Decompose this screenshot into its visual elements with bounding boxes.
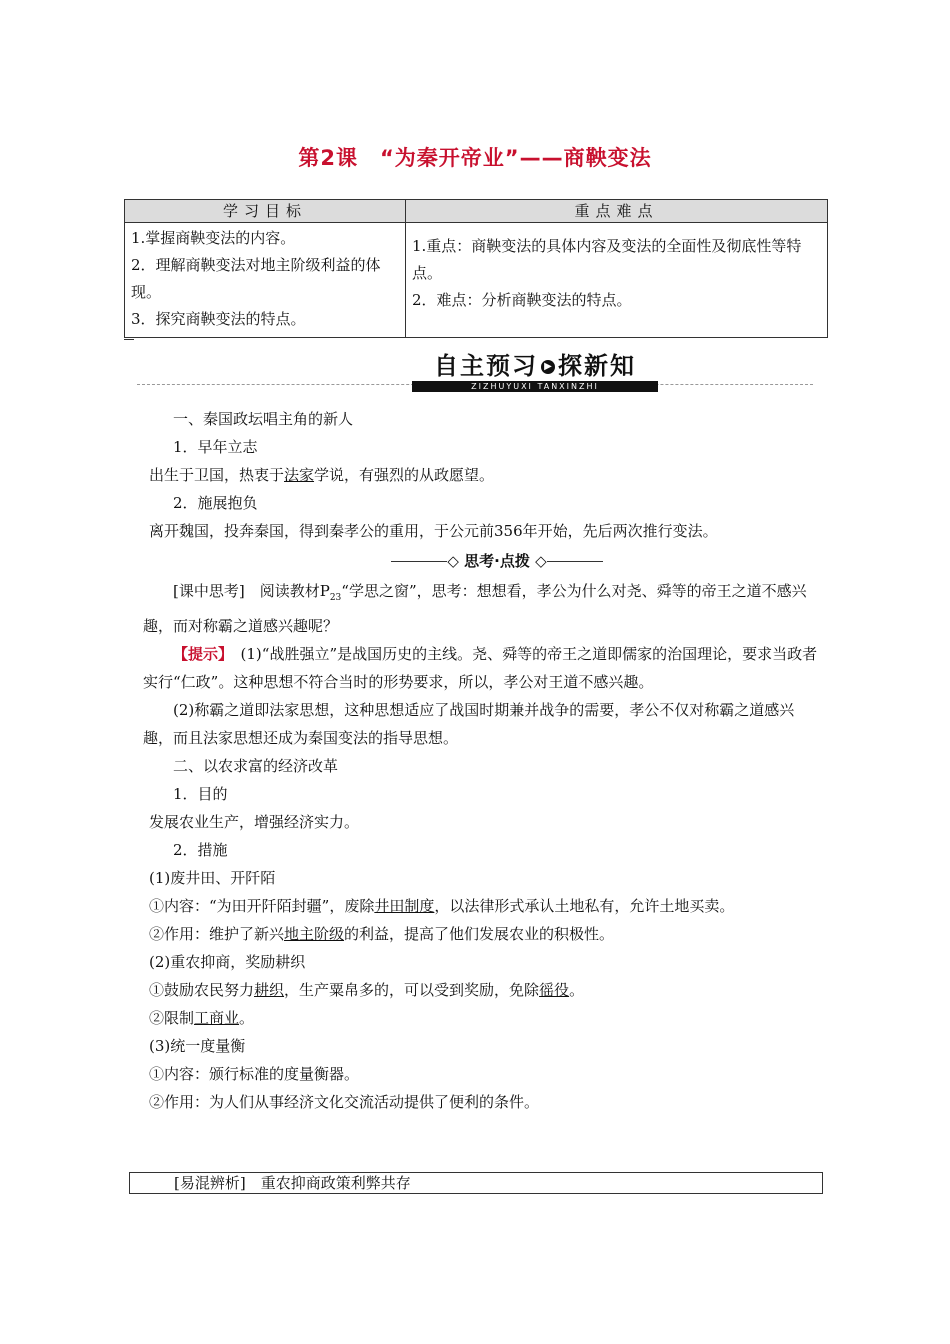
sub-heading: 1．早年立志 [173,438,258,456]
key-points-header: 重点难点 [406,200,828,223]
goal-item: 2．理解商鞅变法对地主阶级利益的体现。 [131,256,381,301]
underlined-term: 法家 [284,466,315,484]
text-run: 学说，有强烈的从政愿望。 [314,466,495,484]
text-run: ②作用：维护了新兴 [149,925,285,943]
goals-cell [125,223,406,338]
analysis-box-label: [易混辨析] 重农抑商政策利弊共存 [174,1174,411,1192]
sub-heading: 2．施展抱负 [173,494,258,512]
section-heading: 二、以农求富的经济改革 [173,757,339,775]
paragraph [149,892,821,920]
text-run: ，生产粟帛多的，可以受到奖励，免除 [284,981,540,999]
paragraph [149,920,821,948]
analysis-box [129,1172,823,1194]
text-run: 。 [569,981,585,999]
goal-item: 3．探究商鞅变法的特点。 [131,310,306,328]
paragraph: 离开魏国，投奔秦国，得到秦孝公的重用，于公元前356年开始，先后两次推行变法。 [149,522,718,540]
paragraph: (1)废井田、开阡陌 [149,869,276,887]
text-run: ①内容：“为田开阡陌封疆”，废除 [149,897,375,915]
section-heading: 一、秦国政坛唱主角的新人 [173,410,354,428]
banner-title [412,352,658,380]
text-run: ，以法律形式承认土地私有，允许土地买卖。 [434,897,735,915]
paragraph [149,461,821,489]
text-run: 。 [239,1009,255,1027]
divider-line [391,561,447,562]
underlined-term: 井田制度 [374,897,435,915]
sub-heading: 1．目的 [173,785,228,803]
page-title: 第2课 “为秦开帝业”——商鞅变法 [298,146,652,170]
text-run: 阅读教材P [259,582,330,600]
paragraph [149,976,821,1004]
divider-label: 思考·点拨 [464,552,530,570]
table-corner-mark [124,339,134,340]
text-run: ②限制 [149,1009,195,1027]
hint-label: 【提示】 [173,645,226,663]
key-point-item: 2．难点：分析商鞅变法的特点。 [412,291,632,309]
paragraph: ②作用：为人们从事经济文化交流活动提供了便利的条件。 [149,1093,540,1111]
underlined-term: 地主阶级 [284,925,345,943]
key-point-item: 1.重点：商鞅变法的具体内容及变法的全面性及彻底性等特点。 [412,237,802,282]
arrow-right-icon: ▶ [541,360,555,374]
text-run: “学思之窗”，思考：想想看，孝公为什么对尧、舜等的帝王之道不感兴趣，而对称霸之道感兴趣呢？ [143,582,807,635]
sub-heading: 2．措施 [173,841,228,859]
main-content [143,405,821,1116]
hint-paragraph [143,640,821,696]
text-run: 的利益，提高了他们发展农业的积极性。 [344,925,615,943]
paragraph: (2)重农抑商，奖励耕织 [149,953,306,971]
goal-item: 1.掌握商鞅变法的内容。 [131,229,296,247]
text-run: (1)“战胜强立”是战国历史的主线。尧、舜等的帝王之道即儒家的治国理论，要求当政者实行“仁政”。这种思想不符合当时的形势要求，所以，孝公对王道不感兴趣。 [143,645,818,691]
paragraph [149,1004,821,1032]
banner-title-a: 自主预习 [434,352,538,380]
banner-title-b: 探新知 [558,352,636,380]
underlined-term: 徭役 [539,981,570,999]
think-question [143,577,821,640]
divider-line [547,561,603,562]
think-label: [课中思考] [173,582,245,600]
paragraph: ①内容：颁行标准的度量衡器。 [149,1065,360,1083]
underlined-term: 工商业 [194,1009,240,1027]
paragraph: 发展农业生产，增强经济实力。 [149,813,360,831]
page-subscript: 23 [329,593,342,603]
goals-table [124,199,828,338]
text-run: ①鼓励农民努力 [149,981,255,999]
goals-header: 学习目标 [125,200,406,223]
underlined-term: 耕织 [254,981,285,999]
banner-subtitle: ZIZHUYUXI TANXINZHI [412,381,658,392]
key-points-cell [406,223,828,338]
text-run: 出生于卫国，热衷于 [149,466,285,484]
hint-paragraph: (2)称霸之道即法家思想，这种思想适应了战国时期兼并战争的需要，孝公不仅对称霸之道感兴趣，而且法家思想还成为秦国变法的指导思想。 [143,701,795,747]
think-divider: ◇ 思考·点拨 ◇ [173,547,821,575]
section-banner [412,352,658,392]
paragraph: (3)统一度量衡 [149,1037,246,1055]
